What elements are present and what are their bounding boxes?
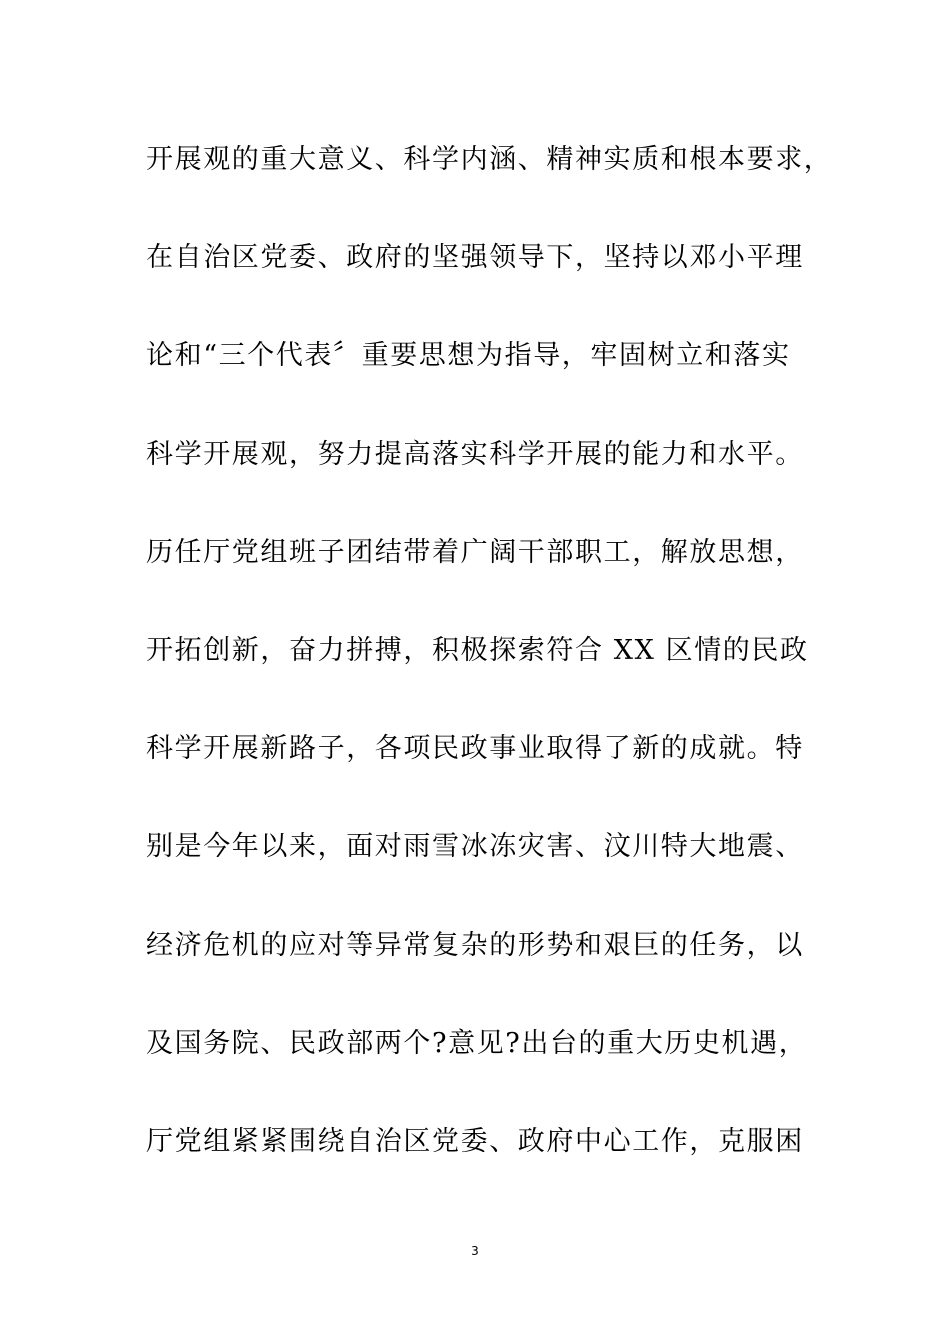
- text-line: 科学开展新路子，各项民政事业取得了新的成就。特: [146, 733, 804, 765]
- text-line: 经济危机的应对等异常复杂的形势和艰巨的任务，以: [146, 929, 804, 961]
- text-line: 开拓创新，奋力拼搏，积极探索符合 XX 区情的民政: [146, 634, 809, 666]
- text-line: 及国务院、民政部两个?意见?出台的重大历史机遇，: [146, 1027, 808, 1059]
- text-line: 别是今年以来，面对雨雪冰冻灾害、汶川特大地震、: [146, 831, 804, 863]
- text-line: 厅党组紧紧围绕自治区党委、政府中心工作，克服困: [146, 1125, 804, 1157]
- text-line: 在自治区党委、政府的坚强领导下，坚持以邓小平理: [146, 242, 804, 274]
- body-text: [146, 130, 833, 1210]
- text-line: 论和“三个代表〞重要思想为指导，牢固树立和落实: [146, 340, 791, 372]
- text-line: 历任厅党组班子团结带着广阔干部职工，解放思想，: [146, 536, 804, 568]
- text-line: 科学开展观，努力提高落实科学开展的能力和水平。: [146, 438, 804, 470]
- text-line: 开展观的重大意义、科学内涵、精神实质和根本要求，: [146, 144, 833, 175]
- page-number: 3: [471, 1244, 479, 1258]
